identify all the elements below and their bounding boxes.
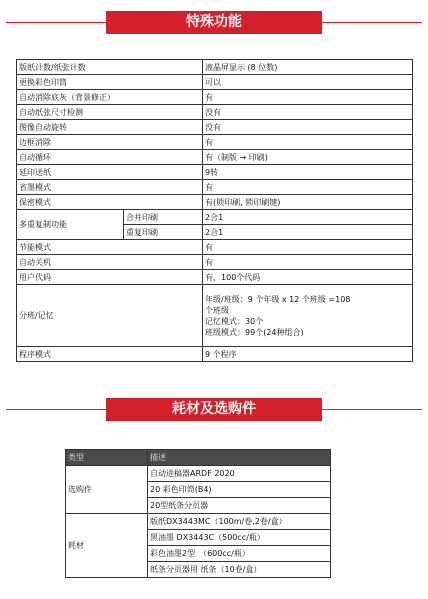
- feature-value: 可以: [203, 75, 413, 90]
- class-line: 年级/班级：9 个年级 x 12 个班级 =108: [205, 294, 351, 304]
- feature-value: 有，100个代码: [203, 270, 413, 285]
- feature-label: 自动关机: [17, 255, 203, 270]
- feature-label: 更换彩色印筒: [17, 75, 203, 90]
- feature-row-program: [17, 347, 413, 362]
- feature-label: 程序模式: [17, 347, 203, 362]
- feature-value: 有: [203, 180, 413, 195]
- consumable-row: [66, 514, 331, 530]
- type-header: 类型: [66, 450, 148, 466]
- feature-row: [17, 195, 413, 210]
- feature-row: [17, 105, 413, 120]
- feature-row: [17, 75, 413, 90]
- class-line: 个班级: [205, 305, 230, 315]
- consumable-type: 选购件: [66, 466, 148, 514]
- features-section-header: [106, 11, 322, 34]
- feature-value: 有(锁印刷, 锁印刷键): [203, 195, 413, 210]
- feature-label: 自动循环: [17, 150, 203, 165]
- feature-row: [17, 270, 413, 285]
- consumables-table: [65, 449, 331, 578]
- consumable-item: 20 彩色印筒(B4): [148, 482, 331, 498]
- feature-label: 图像自动旋转: [17, 120, 203, 135]
- class-line: 班级模式：99个(24种组合): [205, 327, 304, 337]
- feature-value: 9 个程序: [203, 347, 413, 362]
- feature-label: 省墨模式: [17, 180, 203, 195]
- feature-label: 多重复制功能: [17, 210, 124, 240]
- feature-value: 没有: [203, 120, 413, 135]
- class-line: 记忆模式：30个: [205, 316, 264, 326]
- feature-row: [17, 90, 413, 105]
- consumable-type: 耗材: [66, 514, 148, 578]
- feature-row: [17, 180, 413, 195]
- feature-value: 有（制版 → 印刷): [203, 150, 413, 165]
- feature-label: 延印送纸: [17, 165, 203, 180]
- feature-row-multi: [17, 210, 413, 225]
- features-table: [16, 59, 413, 362]
- consumable-item: 自动进稿器ARDF 2020: [148, 466, 331, 482]
- feature-row: [17, 150, 413, 165]
- feature-row: [17, 255, 413, 270]
- feature-value: 有: [203, 240, 413, 255]
- consumables-section-header: [106, 398, 322, 421]
- feature-value: 没有: [203, 105, 413, 120]
- consumable-item: 黑油墨 DX3443C（500cc/瓶）: [148, 530, 331, 546]
- consumable-item: 版纸DX3443MC（100m/卷,2卷/盒）: [148, 514, 331, 530]
- consumable-item: 纸条分页器用 纸条（10卷/盒）: [148, 562, 331, 578]
- feature-label: 自动消除底灰（背景修正）: [17, 90, 203, 105]
- feature-label: 自动纸张尺寸检测: [17, 105, 203, 120]
- feature-row: [17, 165, 413, 180]
- feature-value: 有: [203, 90, 413, 105]
- feature-value: [203, 285, 413, 347]
- consumable-item: 20型纸条分页器: [148, 498, 331, 514]
- desc-header: 描述: [148, 450, 331, 466]
- feature-value: 9转: [203, 165, 413, 180]
- consumable-item: 彩色油墨2型 （600cc/瓶）: [148, 546, 331, 562]
- feature-row: [17, 240, 413, 255]
- feature-value: 有: [203, 255, 413, 270]
- feature-row: [17, 120, 413, 135]
- feature-row-class: [17, 285, 413, 347]
- feature-label: 边框消除: [17, 135, 203, 150]
- feature-row: [17, 135, 413, 150]
- consumable-row: [66, 466, 331, 482]
- feature-label: 分班/记忆: [17, 285, 203, 347]
- features-title: 特殊功能: [186, 14, 242, 30]
- feature-label: 节能模式: [17, 240, 203, 255]
- feature-value: 2合1: [203, 210, 413, 225]
- feature-value: 液晶屏显示 (8 位数): [203, 60, 413, 75]
- feature-sublabel: 合并印刷: [124, 210, 203, 225]
- consumables-title: 耗材及选购件: [172, 401, 256, 417]
- feature-label: 用户代码: [17, 270, 203, 285]
- feature-label: 版纸计数/纸张计数: [17, 60, 203, 75]
- feature-row: [17, 60, 413, 75]
- feature-value: 2合1: [203, 225, 413, 240]
- feature-sublabel: 重复印刷: [124, 225, 203, 240]
- feature-label: 保密模式: [17, 195, 203, 210]
- consumables-header-row: [66, 450, 331, 466]
- feature-value: 有: [203, 135, 413, 150]
